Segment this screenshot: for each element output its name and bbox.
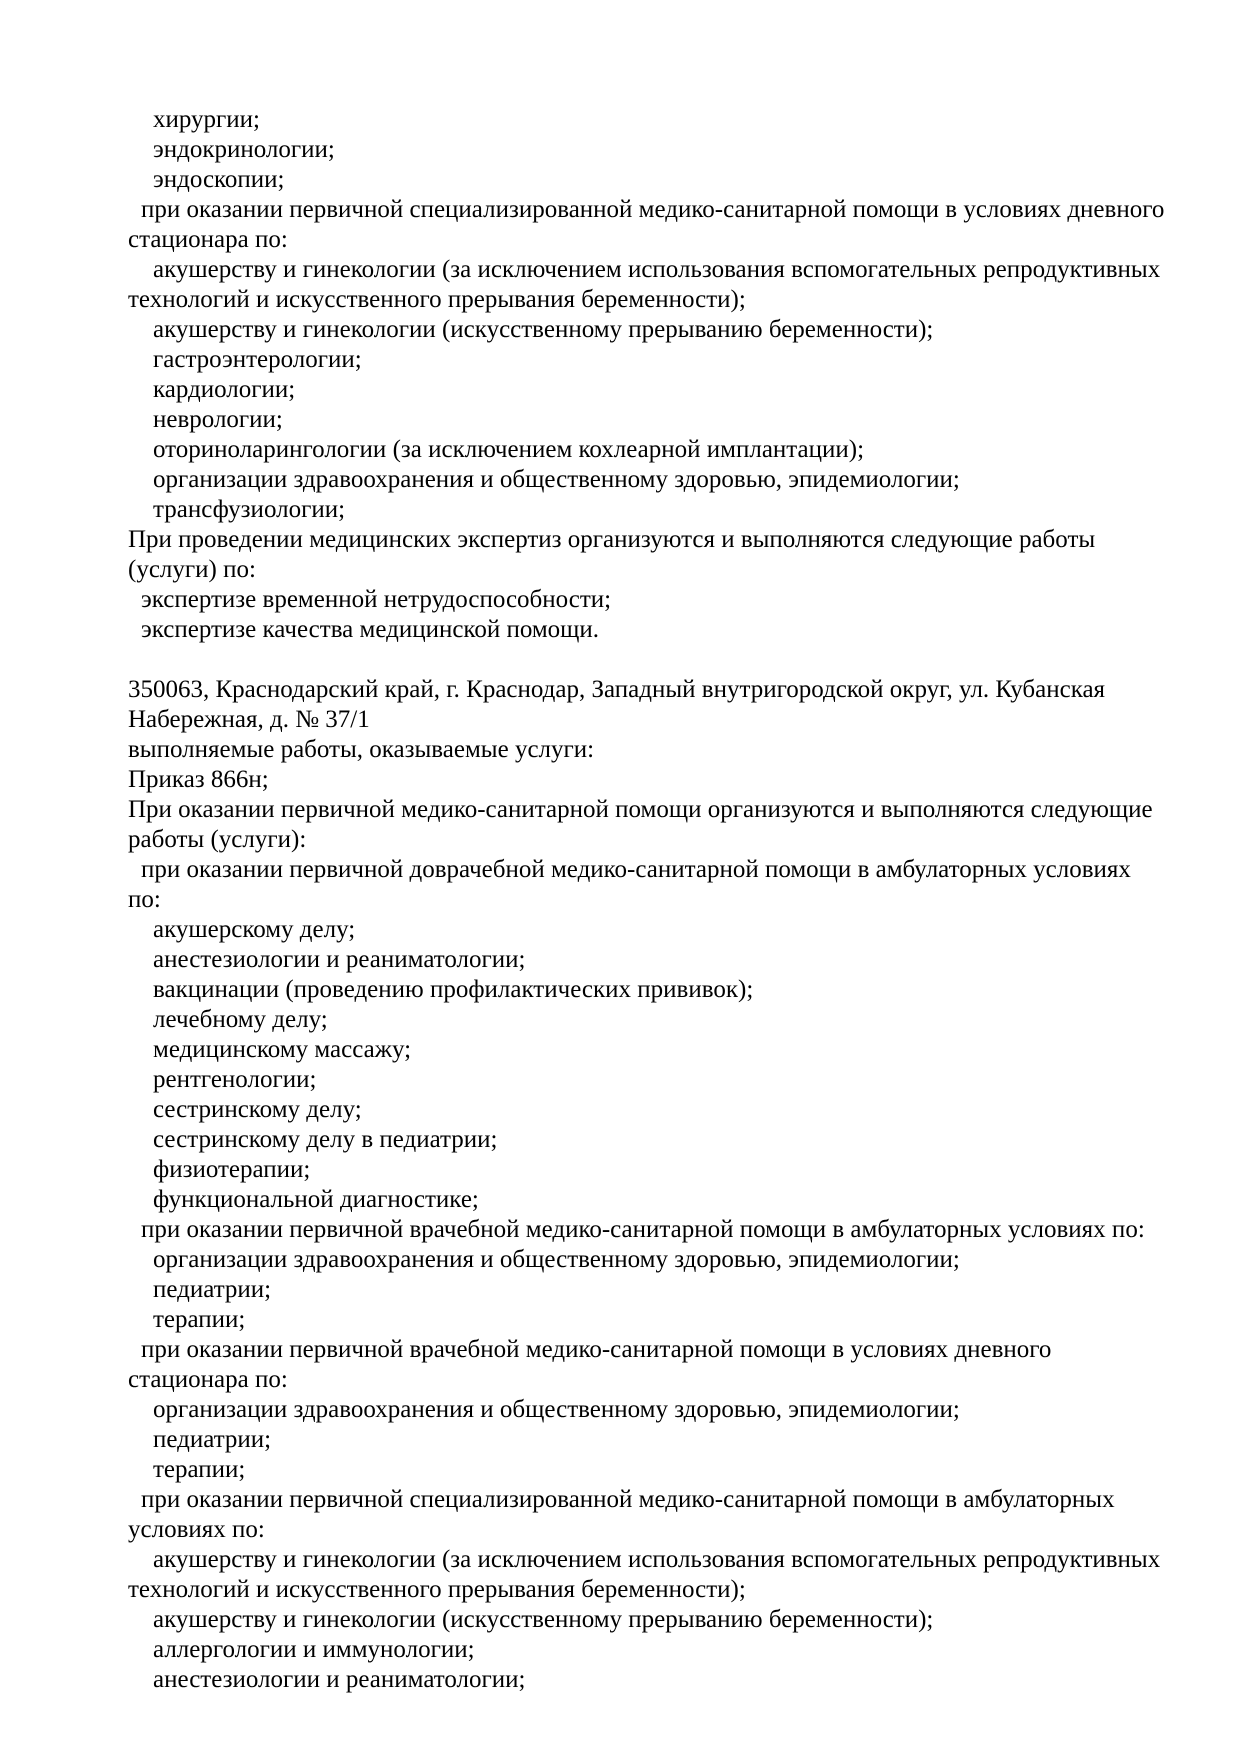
document-line: организации здравоохранения и общественному здоровью, эпидемиологии; [153, 466, 960, 493]
document-line: акушерскому делу; [153, 916, 356, 943]
document-line: акушерству и гинекологии (за исключением использования вспомогательных репродуктивных [153, 256, 1161, 283]
document-line: при оказании первичной врачебной медико-санитарной помощи в условиях дневного [141, 1336, 1052, 1363]
document-line: лечебному делу; [153, 1006, 328, 1033]
document-line: Набережная, д. № 37/1 [128, 706, 370, 733]
document-line: (услуги) по: [128, 556, 256, 583]
document-line: при оказании первичной специализированной медико-санитарной помощи в амбулаторных [141, 1486, 1115, 1513]
document-line: функциональной диагностике; [153, 1186, 479, 1213]
document-line: аллергологии и иммунологии; [153, 1636, 475, 1663]
document-line: работы (услуги): [128, 826, 307, 853]
document-line: акушерству и гинекологии (искусственному прерыванию беременности); [153, 316, 934, 343]
document-line: стационара по: [128, 1366, 288, 1393]
document-line: педиатрии; [153, 1276, 272, 1303]
document-line: акушерству и гинекологии (за исключением использования вспомогательных репродуктивных [153, 1546, 1161, 1573]
document-line: вакцинации (проведению профилактических прививок); [153, 976, 754, 1003]
document-line: физиотерапии; [153, 1156, 311, 1183]
document-line: гастроэнтерологии; [153, 346, 362, 373]
document-line: при оказании первичной врачебной медико-санитарной помощи в амбулаторных условиях по: [141, 1216, 1145, 1243]
document-line: анестезиологии и реаниматологии; [153, 1666, 526, 1693]
document-line: стационара по: [128, 226, 288, 253]
document-line: 350063, Краснодарский край, г. Краснодар, Западный внутригородской округ, ул. Кубанская [128, 676, 1106, 703]
document-line: сестринскому делу; [153, 1096, 362, 1123]
document-line: неврологии; [153, 406, 283, 433]
document-line: трансфузиологии; [153, 496, 346, 523]
document-line: оториноларингологии (за исключением кохлеарной имплантации); [153, 436, 865, 463]
document-line: медицинскому массажу; [153, 1036, 412, 1063]
document-line: технологий и искусственного прерывания беременности); [128, 286, 746, 313]
document-line: терапии; [153, 1456, 246, 1483]
document-line: кардиологии; [153, 376, 296, 403]
document-line: при оказании первичной доврачебной медико-санитарной помощи в амбулаторных условиях [141, 856, 1131, 883]
document-line: При оказании первичной медико-санитарной помощи организуются и выполняются следующие [128, 796, 1153, 823]
document-line: по: [128, 886, 161, 913]
document-line: при оказании первичной специализированной медико-санитарной помощи в условиях дневного [141, 196, 1165, 223]
document-line: Приказ 866н; [128, 766, 269, 793]
document-line: сестринскому делу в педиатрии; [153, 1126, 498, 1153]
document-line: организации здравоохранения и общественному здоровью, эпидемиологии; [153, 1246, 960, 1273]
document-line: эндокринологии; [153, 136, 335, 163]
document-line: выполняемые работы, оказываемые услуги: [128, 736, 595, 763]
document-line: педиатрии; [153, 1426, 272, 1453]
document-line: технологий и искусственного прерывания беременности); [128, 1576, 746, 1603]
blank-line [128, 645, 1230, 675]
document-line: эндоскопии; [153, 166, 285, 193]
document-line: экспертизе временной нетрудоспособности; [141, 586, 612, 613]
document-line: акушерству и гинекологии (искусственному прерыванию беременности); [153, 1606, 934, 1633]
document-line: хирургии; [153, 106, 261, 133]
document-line: рентгенологии; [153, 1066, 317, 1093]
document-line: организации здравоохранения и общественному здоровью, эпидемиологии; [153, 1396, 960, 1423]
document-line: экспертизе качества медицинской помощи. [141, 616, 600, 643]
document-line: терапии; [153, 1306, 246, 1333]
document-line: При проведении медицинских экспертиз организуются и выполняются следующие работы [128, 526, 1096, 553]
document-line: анестезиологии и реаниматологии; [153, 946, 526, 973]
document-line: условиях по: [128, 1516, 265, 1543]
